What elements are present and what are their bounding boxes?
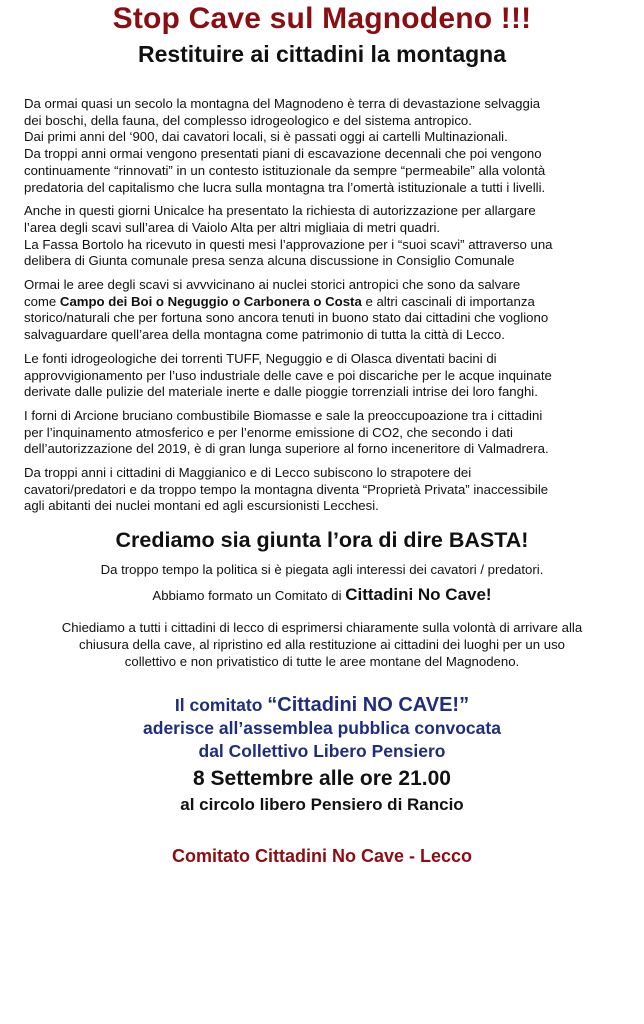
text-line: storico/naturali che per fortuna sono ancora tenuti in buono stato dai cittadini che vogliono [24,310,549,326]
text-line: Da troppi anni i cittadini di Maggianico e di Lecco subiscono lo strapotere dei [24,465,472,481]
text-line: dei boschi, della fauna, del complesso idrogeologico e del sistema antropico. [24,112,472,128]
text-line: derivate dalle pulizie del materiale inerte e dalle pioggie torrenziali intrise dei loro fanghi. [24,384,538,400]
text-fragment: e altri cascinali di importanza [361,293,535,309]
event-announcement [20,694,624,817]
text-fragment: come [24,293,60,309]
text-line: I forni di Arcione bruciano combustibile Biomasse e sale la preoccupoazione tra i cittadini [24,407,543,423]
paragraph-furnaces [24,408,624,458]
flyer-title: Stop Cave sul Magnodeno !!! [112,2,532,35]
paragraph-historic-nuclei [24,277,624,344]
committee-name: Cittadini No Cave! [345,585,492,605]
cta-headline: Crediamo sia giunta l’ora di dire BASTA! [115,528,529,553]
text-line: La Fassa Bortolo ha ricevuto in questi mesi l’approvazione per i “suoi scavi” attraverso una [24,236,553,252]
politics-line: Da troppo tempo la politica si è piegata agli interessi dei cavatori / predatori. [100,562,544,578]
text-line: Da ormai quasi un secolo la montagna del Magnodeno è terra di devastazione selvaggia [24,96,541,111]
text-line: collettivo e non privatistico di tutte le aree montane del Magnodeno. [124,653,520,669]
signature: Comitato Cittadini No Cave - Lecco [171,846,473,867]
highlighted-places: Campo dei Boi o Neguggio o Carbonera o Costa [59,293,362,309]
event-place: al circolo libero Pensiero di Rancio [180,795,464,815]
text-fragment: Il comitato [174,695,268,716]
paragraph-history [24,96,624,196]
text-fragment: Abbiamo formato un Comitato di [152,588,346,604]
appeal-paragraph [20,620,624,670]
flyer-body [20,96,624,515]
text-line: cavatori/predatori e da troppo tempo la montagna diventa “Proprietà Privata” inaccessibile [24,481,549,497]
text-line: Dai primi anni del ‘900, dai cavatori locali, si è passati oggi ai cartelli Multinazionali. [24,129,508,145]
committee-quote: “Cittadini NO CAVE!” [267,694,470,717]
text-line: approvvigionamento per l’uso industriale delle cave e poi discariche per le acque inquinate [24,367,552,383]
text-line: per l’inquinamento atmosferico e per l’enorme emissione di CO2, che secondo i dati [24,424,513,440]
text-line [24,294,624,311]
text-line: salvaguardare quell’area della montagna come patrimonio di tutta la città di Lecco. [24,327,505,343]
text-line: predatoria del capitalismo che lucra sulla montagna tra l’omertà istituzionale a tutti i livelli. [24,179,546,195]
event-line [20,694,624,717]
paragraph-authorizations [24,203,624,270]
text-line: Da troppi anni ormai vengono presentati piani di escavazione decennali che poi vengono [24,146,542,162]
text-line: Le fonti idrogeologiche dei torrenti TUFF, Neguggio e di Olasca diventati bacini di [24,350,497,366]
text-line: dell’autorizzazione del 2019, è di gran lunga superiore al forno inceneritore di Valmadrera. [24,441,549,457]
event-line: aderisce all’assemblea pubblica convocata [143,718,501,739]
text-line: Chiediamo a tutti i cittadini di lecco di esprimersi chiaramente sulla volontà di arrivare alla [61,620,583,636]
text-line: continuamente “rinnovati” in un contesto istituzionale da sempre “permeabile” alla volontà [24,162,546,178]
text-line: agli abitanti dei nuclei montani ed agli escursionisti Lecchesi. [24,498,379,514]
text-line: chiusura della cave, al ripristino ed alla restituzione ai cittadini dei luoghi per un uso [78,636,566,652]
paragraph-water-sources [24,351,624,401]
event-date: 8 Settembre alle ore 21.00 [193,767,451,791]
event-line: dal Collettivo Libero Pensiero [198,741,446,762]
paragraph-private-property [24,465,624,515]
flyer-subtitle: Restituire ai cittadini la montagna [137,41,507,67]
text-line: l’area degli scavi sull’area di Vaiolo Alta per altri migliaia di metri quadri. [24,219,441,235]
committee-line [20,586,624,604]
text-line: Anche in questi giorni Unicalce ha presentato la richiesta di autorizzazione per allargare [24,203,536,219]
text-line: Ormai le aree degli scavi si avvvicinano ai nuclei storici antropici che sono da salvare [24,277,521,293]
text-line: delibera di Giunta comunale presa senza alcuna discussione in Consiglio Comunale [24,253,515,269]
